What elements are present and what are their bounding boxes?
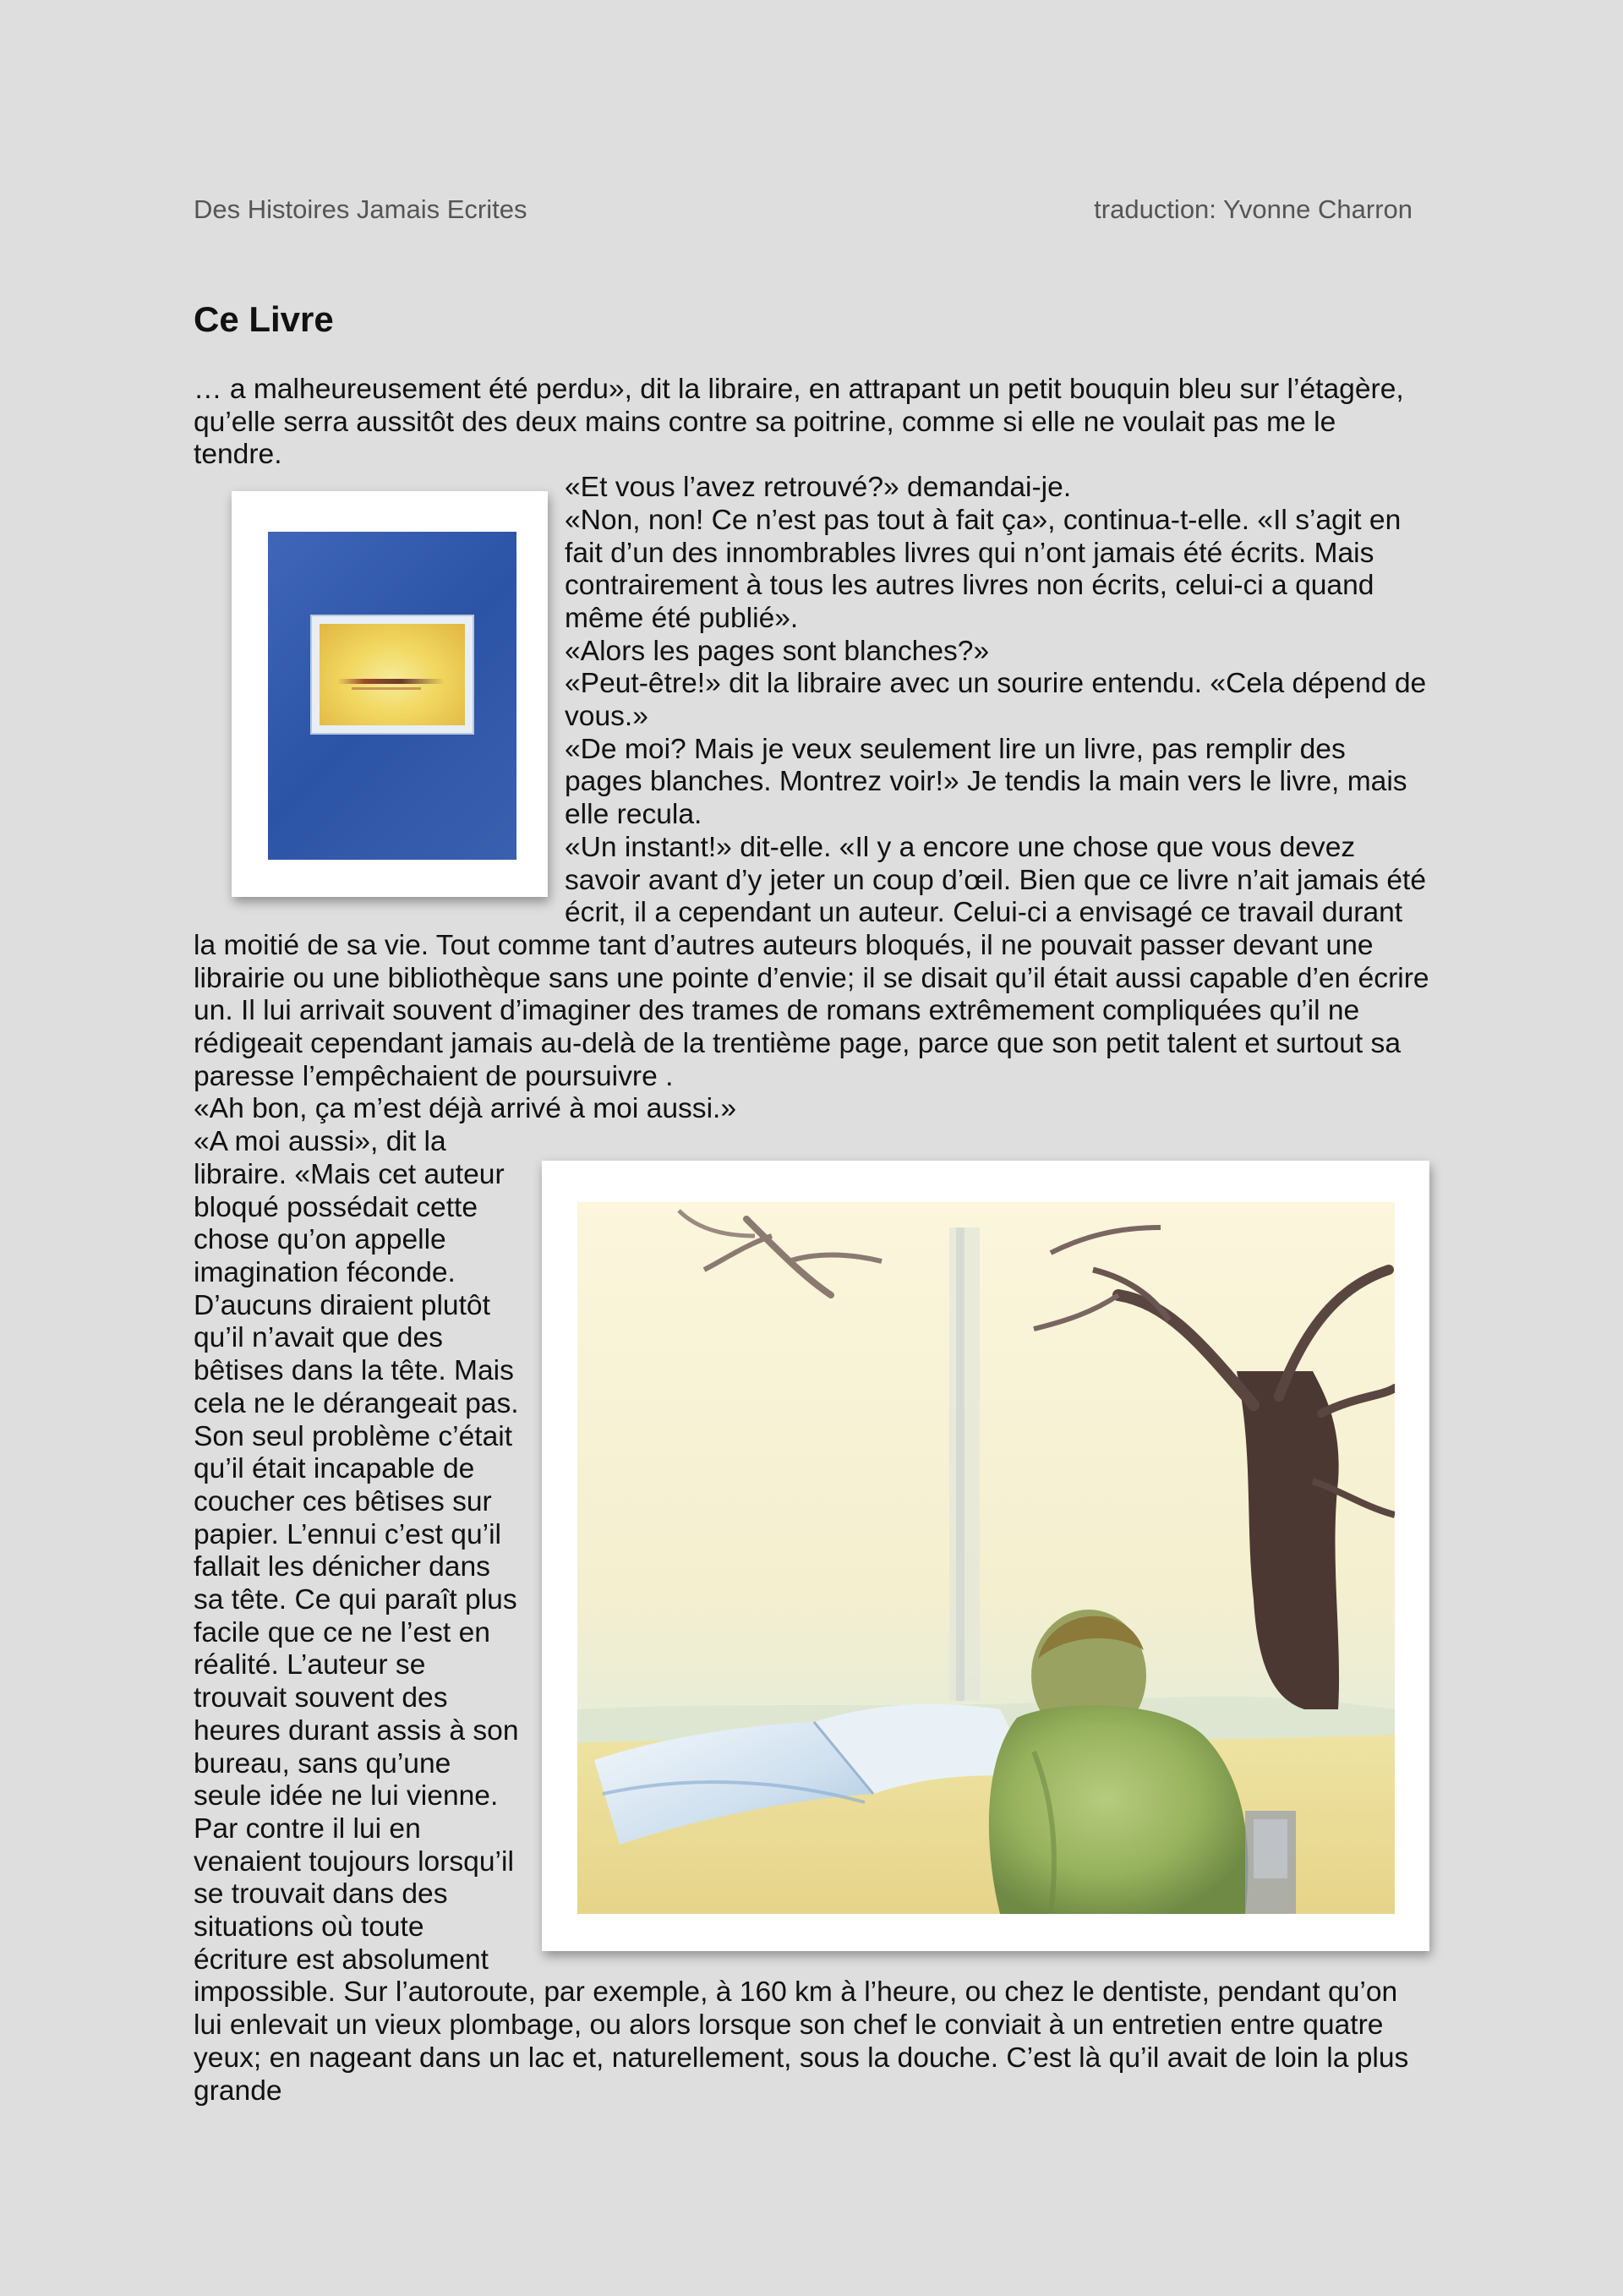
reader-at-window-painting <box>577 1202 1395 1914</box>
article-body <box>194 374 1429 2107</box>
watercolor-art <box>577 1202 1395 1914</box>
paragraph: «Un instant!» dit-elle. «Il y a encore une chose que vous devez savoir avant d’y jeter un coup d’œil. Bien que ce livre n’ait jamais été écrit, il a cependant un auteur. Celui-ci a envisagé ce travail durant la moitié de sa vie. Tout comme tant d’autres auteurs bloqués, il ne pouvait passer devant une librairie ou une bibliothèque sans une pointe d’envie; il se disait qu’il était aussi capable d’en écrire un. Il lui arrivait souvent d’imaginer des trames de romans extrêmement compliquées qu’il ne rédigeait cependant jamais au-delà de la trentième page, parce que son petit talent et surtout sa paresse l’empêchaient de poursuivre . <box>194 831 1429 1092</box>
book-cover-label <box>310 615 474 735</box>
paragraph: «Peut-être!» dit la libraire avec un sourire entendu. «Cela dépend de vous.» <box>565 668 1427 733</box>
paragraph: «Ah bon, ça m’est déjà arrivé à moi aussi.» <box>194 1093 737 1125</box>
running-header-left: Des Histoires Jamais Ecrites <box>194 194 527 224</box>
paragraph: «A moi aussi», dit la libraire. «Mais cet auteur bloqué possédait cette chose qu’on appelle imagination féconde. D’aucuns diraient plutôt qu’il n’avait que des bêtises dans la tête. Mais cela ne le dérangeait pas. Son seul problème c’était qu’il était incapable de coucher ces bêtises sur papier. L’ennui c’est qu’il fallait les dénicher dans sa tête. Ce qui paraît plus facile que ce ne l’est en réalité. L’auteur se trouvait souvent des heures durant assis à son bureau, sans qu’une seule idée ne lui vienne. Par contre il lui en venaient toujours lorsqu’il se trouvait dans des situations où toute écriture est absolument impossible. Sur l’autoroute, par exemple, à 160 km à l’heure, ou chez le dentiste, pendant qu’on lui enlevait un vieux plombage, ou alors lorsque son chef le conviait à un entretien entre quatre yeux; en nageant dans un lac et, naturellement, sous la douche. C’est là qu’il avait de loin la plus grande <box>194 1126 1409 2107</box>
paragraph: «Alors les pages sont blanches?» <box>565 635 990 667</box>
paragraph: «De moi? Mais je veux seulement lire un livre, pas remplir des pages blanches. Montrez voir!» Je tendis la main vers le livre, mais elle recula. <box>565 733 1407 831</box>
book-cover-figure <box>232 491 548 897</box>
watercolor-illustration <box>542 1161 1429 1951</box>
yellow-painting-icon <box>320 624 465 725</box>
blue-book-cover <box>268 532 516 860</box>
paragraph: «Et vous l’avez retrouvé?» demandai-je. <box>565 472 1072 504</box>
running-header-right: traduction: Yvonne Charron <box>1094 194 1413 224</box>
paragraph: «Non, non! Ce n’est pas tout à fait ça», continua-t-elle. «Il s’agit en fait d’un des innombrables livres qui n’ont jamais été écrits. Mais contrairement à tous les autres livres non écrits, celui-ci a quand même été publié». <box>565 504 1402 634</box>
page-title: Ce Livre <box>194 299 334 339</box>
paragraph: … a malheureusement été perdu», dit la libraire, en attrapant un petit bouquin bleu sur l’étagère, qu’elle serra aussitôt des deux mains contre sa poitrine, comme si elle ne voulait pas me le tendre. <box>194 374 1404 471</box>
